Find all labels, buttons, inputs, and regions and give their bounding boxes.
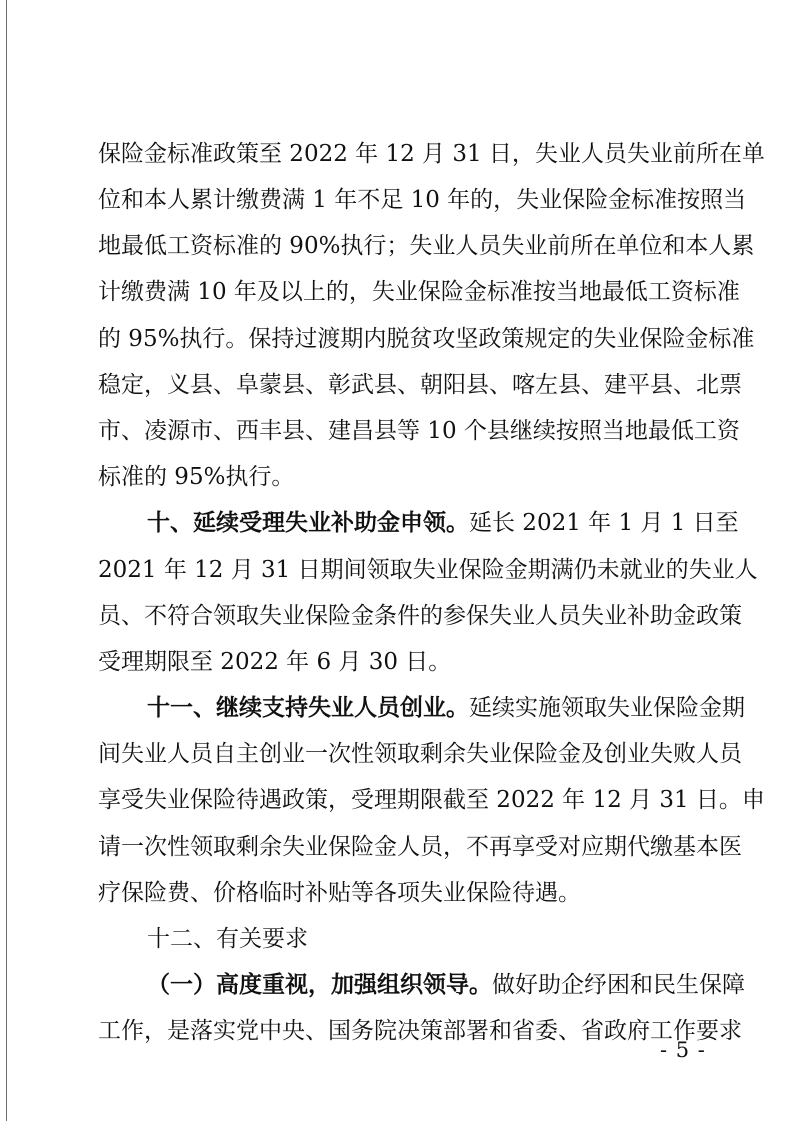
subsection-one-text: 做好助企纾困和民生保障 xyxy=(492,972,745,998)
text-line-6: 稳定，义县、阜蒙县、彰武县、朝阳县、喀左县、建平县、北票 xyxy=(98,372,742,398)
text-line-4: 计缴费满 10 年及以上的，失业保险金标准按当地最低工资标准 xyxy=(98,279,740,305)
section-ten-heading: 十、延续受理失业补助金申领。 xyxy=(147,509,469,536)
section-eleven-line-1 xyxy=(147,688,745,728)
text-line-5: 的 95%执行。保持过渡期内脱贫攻坚政策规定的失业保险金标准 xyxy=(98,326,755,352)
section-eleven-heading: 十一、继续支持失业人员创业。 xyxy=(147,694,469,721)
section-twelve-heading: 十二、有关要求 xyxy=(147,926,308,952)
text-line-11: 员、不符合领取失业保险金条件的参保失业人员失业补助金政策 xyxy=(98,603,742,629)
scan-edge-line xyxy=(6,0,7,1121)
text-line-17: 疗保险费、价格临时补贴等各项失业保险待遇。 xyxy=(98,880,581,906)
text-line-16: 请一次性领取剩余失业保险金人员，不再享受对应期代缴基本医 xyxy=(98,834,742,860)
text-line-14: 间失业人员自主创业一次性领取剩余失业保险金及创业失败人员 xyxy=(98,741,742,767)
text-line-1: 保险金标准政策至 2022 年 12 月 31 日，失业人员失业前所在单 xyxy=(98,141,765,167)
text-line-2: 位和本人累计缴费满 1 年不足 10 年的，失业保险金标准按照当 xyxy=(98,187,747,213)
text-line-3: 地最低工资标准的 90%执行；失业人员失业前所在单位和本人累 xyxy=(98,233,755,259)
text-line-15: 享受失业保险待遇政策，受理期限截至 2022 年 12 月 31 日。申 xyxy=(98,787,765,813)
page-number: - 5 - xyxy=(660,1038,706,1062)
section-ten-text: 延长 2021 年 1 月 1 日至 xyxy=(469,510,739,536)
section-ten-line-1 xyxy=(147,503,739,543)
text-line-8: 标准的 95%执行。 xyxy=(98,464,295,490)
text-line-20: 工作，是落实党中央、国务院决策部署和省委、省政府工作要求 xyxy=(98,1018,742,1044)
text-line-7: 市、凌源市、西丰县、建昌县等 10 个县继续按照当地最低工资 xyxy=(98,418,740,444)
text-line-10: 2021 年 12 月 31 日期间领取失业保险金期满仍未就业的失业人 xyxy=(98,557,758,583)
subsection-one-heading: （一）高度重视，加强组织领导。 xyxy=(147,971,492,998)
text-line-12: 受理期限至 2022 年 6 月 30 日。 xyxy=(98,649,452,675)
subsection-one-line-1 xyxy=(147,965,745,1005)
section-eleven-text: 延续实施领取失业保险金期 xyxy=(469,695,745,721)
